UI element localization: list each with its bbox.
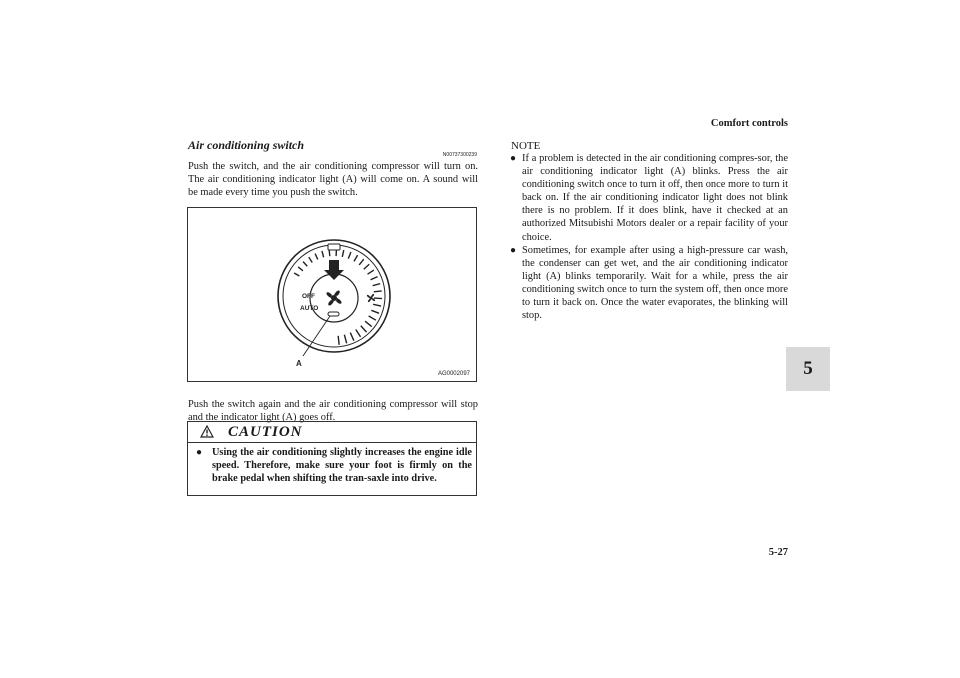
scale-tick: [369, 316, 376, 320]
caution-header: [188, 422, 476, 443]
warning-triangle-icon: [200, 425, 214, 438]
ac-switch-illustration: [188, 208, 476, 381]
second-paragraph: Push the switch again and the air conditioning compressor will stop and the indicator light (A) goes off.: [188, 399, 478, 424]
note-item-text: If a problem is detected in the air conditioning compres-sor, the air conditioning indicator light (A) blinks. Press the air conditioning switch once to turn it off, then once more to turn it back on. If the air conditioning indicator light does not blink there is no problem. If it does blink, have it checked at an authorized Mitsubishi Motors dealer or a repair facility of your choice.: [522, 153, 788, 243]
note-list: [510, 152, 788, 322]
scale-tick: [329, 250, 330, 257]
figure-code: AG0002097: [437, 371, 470, 377]
scale-tick: [315, 254, 318, 260]
note-item-text: Sometimes, for example after using a high-pressure car wash, the condenser can get wet, and the air conditioning indicator light (A) blinks temporarily. Wait for a while, press the air conditioning switch once to turn the system off, then once more to turn it back on. Once the water evaporates, the blinking will stop.: [522, 244, 788, 322]
scale-tick: [374, 291, 382, 292]
caution-text: Using the air conditioning slightly increases the engine idle speed. Therefore, make sure your foot is firmly on the brake pedal when shifting the tran-saxle into drive.: [212, 447, 472, 484]
scale-tick: [338, 336, 339, 345]
section-title: Air conditioning switch: [188, 138, 305, 152]
scale-tick: [303, 262, 307, 267]
scale-tick: [342, 250, 343, 257]
scale-tick: [373, 284, 381, 286]
scale-tick: [371, 277, 378, 280]
label-auto: AUTO: [300, 305, 319, 312]
caution-box: [187, 421, 477, 496]
scale-tick: [348, 252, 351, 259]
chapter-tab: 5: [786, 347, 830, 391]
caution-text-block: [196, 447, 472, 485]
scale-tick: [371, 310, 379, 313]
label-off: OFF: [302, 293, 315, 300]
note-item: [510, 152, 788, 244]
indicator-light: [328, 312, 339, 316]
scale-tick: [350, 333, 354, 341]
scale-tick: [298, 267, 303, 271]
page-number: 5-27: [768, 547, 788, 558]
caution-title: CAUTION: [228, 424, 303, 440]
bullet-icon: ●: [510, 244, 517, 256]
running-header: Comfort controls: [710, 118, 788, 129]
note-item: [510, 244, 788, 323]
scale-tick: [364, 264, 370, 269]
bullet-icon: ●: [510, 153, 517, 164]
note-heading: NOTE: [511, 140, 541, 152]
scale-tick: [368, 270, 374, 274]
scale-tick: [354, 255, 358, 261]
callout-a: A: [296, 359, 302, 368]
intro-paragraph: Push the switch, and the air conditioning compressor will turn on. The air conditioning indicator light (A) will come on. A sound will be made every time you push the switch.: [188, 161, 478, 199]
scale-tick: [356, 330, 361, 337]
bullet-icon: ●: [196, 447, 203, 458]
scale-tick: [373, 304, 381, 306]
scale-tick: [361, 326, 367, 332]
section-code: N00737300239: [442, 152, 477, 158]
scale-tick: [294, 273, 299, 276]
scale-tick: [365, 321, 372, 326]
scale-tick: [309, 257, 312, 262]
scale-tick: [322, 251, 324, 257]
scale-tick: [344, 335, 346, 344]
side-fan-icon: [367, 294, 375, 302]
ac-switch-figure: [187, 207, 477, 382]
scale-tick: [359, 259, 364, 265]
